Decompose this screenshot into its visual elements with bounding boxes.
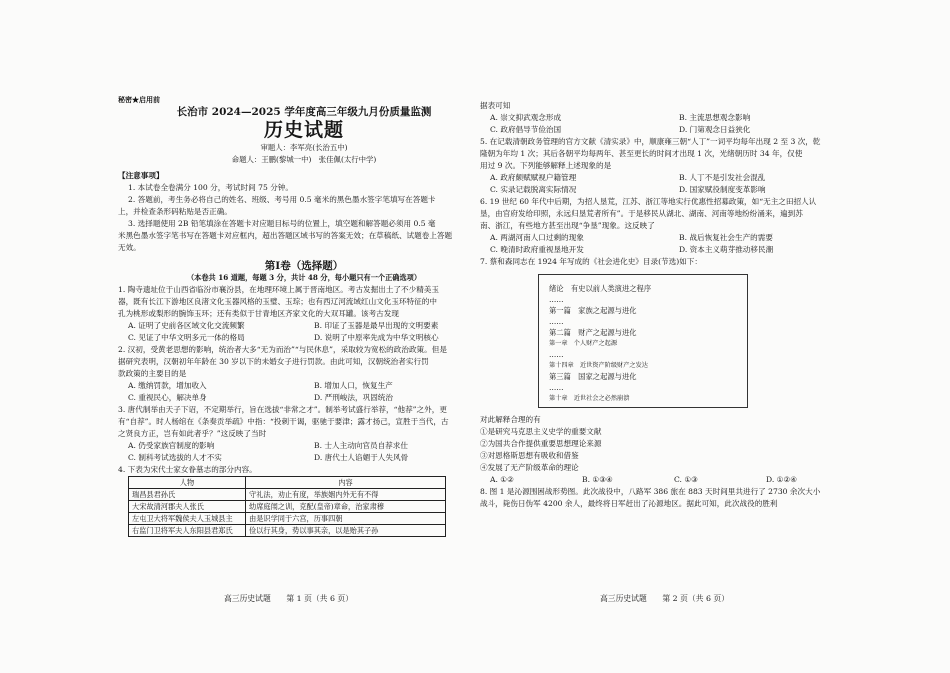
table-cell: 右监门卫将军夫人东阳县君郑氏 [129,525,246,537]
q4-option-c: C. 政府倡导节俭治国 [490,125,562,134]
toc-line: 第一篇 家族之起源与进化 [549,306,637,315]
notice-line: 无效。 [118,243,141,252]
reviewer: 审题人：李军亮(长治五中) [260,143,348,152]
authors: 命题人：王鹏(黎城一中) 张佳佩(太行中学) [231,155,377,164]
q1-stem: 1. 陶寺遗址位于山西省临汾市襄汾县，在地理环境上属于晋南地区。考古发掘出土了不少精美玉 [118,285,439,294]
q7-item: ③对恩格斯思想有吸收和借鉴 [480,451,579,460]
q7-option-a: A. ①② [490,475,514,484]
q3-stem: 有“自荐”。时人杨绾在《条奏贡举疏》中指：“投刺干谒，驱驰于要津；露才扬己，宣胜于当代，古 [118,417,449,426]
toc-line: 第三篇 国家之起源与进化 [549,372,637,381]
q7-item: ①是研究马克思主义史学的重要文献 [480,427,602,436]
table-row [129,489,446,501]
exam-title: 历史试题 [263,119,344,141]
q3-stem: 3. 唐代制举由天子下诏，不定期举行，旨在选拔“非常之才”。制举考试盛行举荐，“他荐”之外，更 [118,405,447,414]
q5-stem: 5. 在记载清朝政务管理的官方文献《清实录》中，顺康雍三朝“人丁”一词平均每年出现 2 至 3 次，乾 [480,137,821,146]
left-page [118,92,490,537]
q2-option-a: A. 缴纳罚款，增加收入 [128,381,207,390]
table-cell: 左屯卫大将军魏侯夫人玉城县主 [129,513,246,525]
table-header: 人物 [129,477,246,489]
q1-option-a: A. 证明了史前各区域文化交流频繁 [128,321,245,330]
q6-stem: 6. 19 世纪 60 年代中后期，为招人垦荒，江苏、浙江等地实行优惠性招募政策，如“无主之田招人认 [480,197,817,206]
q7-item: ②为国共合作提供重要思想理论来源 [480,439,602,448]
right-page [480,100,858,510]
toc-line: 第十章 近世社会之必然崩溃 [549,395,630,402]
q1-option-c: C. 见证了中华文明多元一体的格局 [128,333,245,342]
q3-stem: 之贤良方正，岂有如此者乎？”这反映了当时 [118,429,267,438]
q8-stem: 8. 图 1 是沁源围困战形势图。此次战役中，八路军 386 旅在 883 天时间里共进行了 2730 余次大小 [480,487,821,496]
table-cell: 俭以行其身，势以事其亲，以是贻其子孙 [246,525,446,537]
q5-option-c: C. 实录记载脱离实际情况 [490,185,577,194]
q4-option-d: D. 门第观念日益狭化 [679,125,751,134]
q2-option-c: C. 重视民心，解决单身 [128,393,207,402]
q4-tail: 据表可知 [480,101,511,110]
q2-option-b: B. 增加人口，恢复生产 [314,381,393,390]
q7-option-c: C. ①③ [674,475,698,484]
toc-line: …… [549,295,564,304]
table-cell: 守礼法，劝止有度，举族姻内外无有不得 [246,489,446,501]
q4-option-a: A. 崇文抑武观念形成 [490,113,562,122]
q4-option-b: B. 主流思想观念影响 [679,113,751,122]
q6-stem: 南、浙江，有些地方甚至出现“争垦”现象。这反映了 [480,221,655,230]
toc-box [538,274,748,408]
notice-line: 米黑色墨水签字笔书写在答题卡对应框内，超出答题区域书写的答案无效；在草稿纸、试题卷上答题 [118,231,453,240]
q2-stem: 款政策的主要目的是 [118,369,187,378]
toc-line: …… [549,383,564,392]
q7-option-d: D. ①②④ [766,475,798,484]
q1-stem: 孔为桃形或梨形的腕饰玉环；还有类似于甘青地区齐家文化的大双耳罐。该考古发现 [118,309,399,318]
toc-line: 绪论 有史以前人类演进之程序 [549,284,652,293]
q1-option-d: D. 说明了中原率先成为中华文明核心 [314,333,439,342]
q5-option-a: A. 政府颇赋赋视户籍管理 [490,173,577,182]
q3-option-d: D. 唐代士人谄媚于人失风骨 [314,453,409,462]
q7-option-b: B. ①③④ [582,475,613,484]
toc-line: …… [549,317,564,326]
q4-stem: 4. 下表为宋代士家女眷墓志的部分内容。 [118,465,257,474]
q6-option-c: C. 晚清时政府重视垦地开发 [490,245,584,254]
table-row [129,513,446,525]
q6-option-d: D. 资本主义萌芽推动移民潮 [679,245,774,254]
q6-option-b: B. 战后恢复社会生产的需要 [679,233,773,242]
notice-line: 2. 答题前，考生务必将自己的姓名、班级、考号用 0.5 毫米的黑色墨水签字笔填写在答题卡 [128,195,436,204]
q5-stem: 用过 9 次。下列能够解释上述现象的是 [480,161,612,170]
table-row [129,525,446,537]
table-row [129,501,446,513]
q7-stem: 7. 蔡和森同志在 1924 年写成的《社会进化史》目录(节选)如下： [480,257,702,266]
q2-stem: 据研究表明，汉朝初年年龄在 30 岁以下的未婚女子进行罚款。由此可知，汉朝统治者实行罚 [118,357,429,366]
table-header: 内容 [246,477,446,489]
q7-after: 对此解释合理的有 [480,415,541,424]
toc-line: …… [549,350,564,359]
q4-table [128,476,446,537]
notice-line: 1. 本试卷全卷满分 100 分，考试时间 75 分钟。 [128,183,293,192]
q8-stem: 战斗，毙伤日伪军 4200 余人，最终将日军赶出了沁源地区。据此可知，此次战役的胜利 [480,499,778,508]
notice-heading: 【注意事项】 [118,171,164,180]
secret-label: 秘密★启用前 [118,95,160,104]
exam-org: 长治市 2024—2025 学年度高三年级九月份质量监测 [176,106,432,118]
notice-line: 3. 选择题使用 2B 铅笔填涂在答题卡对应题目标号的位置上，填空题和解答题必须用 0.5 毫 [128,219,436,228]
table-cell: 幼席庭闱之训，克配(皇帝)章命，治家肃穆 [246,501,446,513]
q2-stem: 2. 汉初，受黄老思想的影响，统治者大多“无为而治”“与民休息”，采取较为宽松的政治政策。但是 [118,345,447,354]
toc-line: 第二篇 财产之起源与进化 [549,328,637,337]
toc-line: 第一章 个人财产之起源 [549,340,618,347]
notice-line: 上，并检查条形码粘贴是否正确。 [118,207,232,216]
q3-option-a: A. 仍受家族官制度的影响 [128,441,215,450]
q2-option-d: D. 严刑峻法，巩固统治 [314,393,393,402]
q5-option-d: D. 国家赋役制度变革影响 [679,185,766,194]
q1-stem: 器，既有长江下游地区良渚文化玉器风格的玉璧、玉琮；也有西辽河流域红山文化玉环特征的中 [118,297,437,306]
q6-option-a: A. 两湖河南人口过剩的现象 [490,233,584,242]
q5-option-b: B. 人丁不是引发社会混乱 [679,173,766,182]
table-header-row [129,477,446,489]
q3-option-b: B. 士人主动向官员自荐求仕 [314,441,408,450]
section-title: 第Ⅰ卷（选择题） [264,260,344,272]
table-cell: 瑞昌县君孙氏 [129,489,246,501]
table-cell: 大宋故清河郡夫人张氏 [129,501,246,513]
q6-stem: 垦，由官府发给印照，永远归垦荒者所有”。于是移民从湖北、湖南、河南等地纷纷涌来，遍到苏 [480,209,803,218]
q5-stem: 隆朝为年均 1 次；其后各朝平均每两年、甚至更长的时间才出现 1 次，光绪朝历时 34 年，仅使 [480,149,803,158]
q7-item: ④发展了无产阶级革命的理论 [480,463,579,472]
toc-line: 第十四章 近世资产阶级财产之发达 [549,362,648,369]
q1-option-b: B. 印证了玉器是最早出现的文明要素 [314,321,439,330]
q3-option-c: C. 制科考试选拔的人才不实 [128,453,222,462]
footer-right: 高三历史试题 第 2 页（共 6 页） [600,594,729,603]
section-note: （本卷共 16 道题，每题 3 分，共计 48 分，每小题只有一个正确选项） [186,273,422,282]
footer-left: 高三历史试题 第 1 页（共 6 页） [224,594,353,603]
table-cell: 由是识学同于六宫，历事四朝 [246,513,446,525]
